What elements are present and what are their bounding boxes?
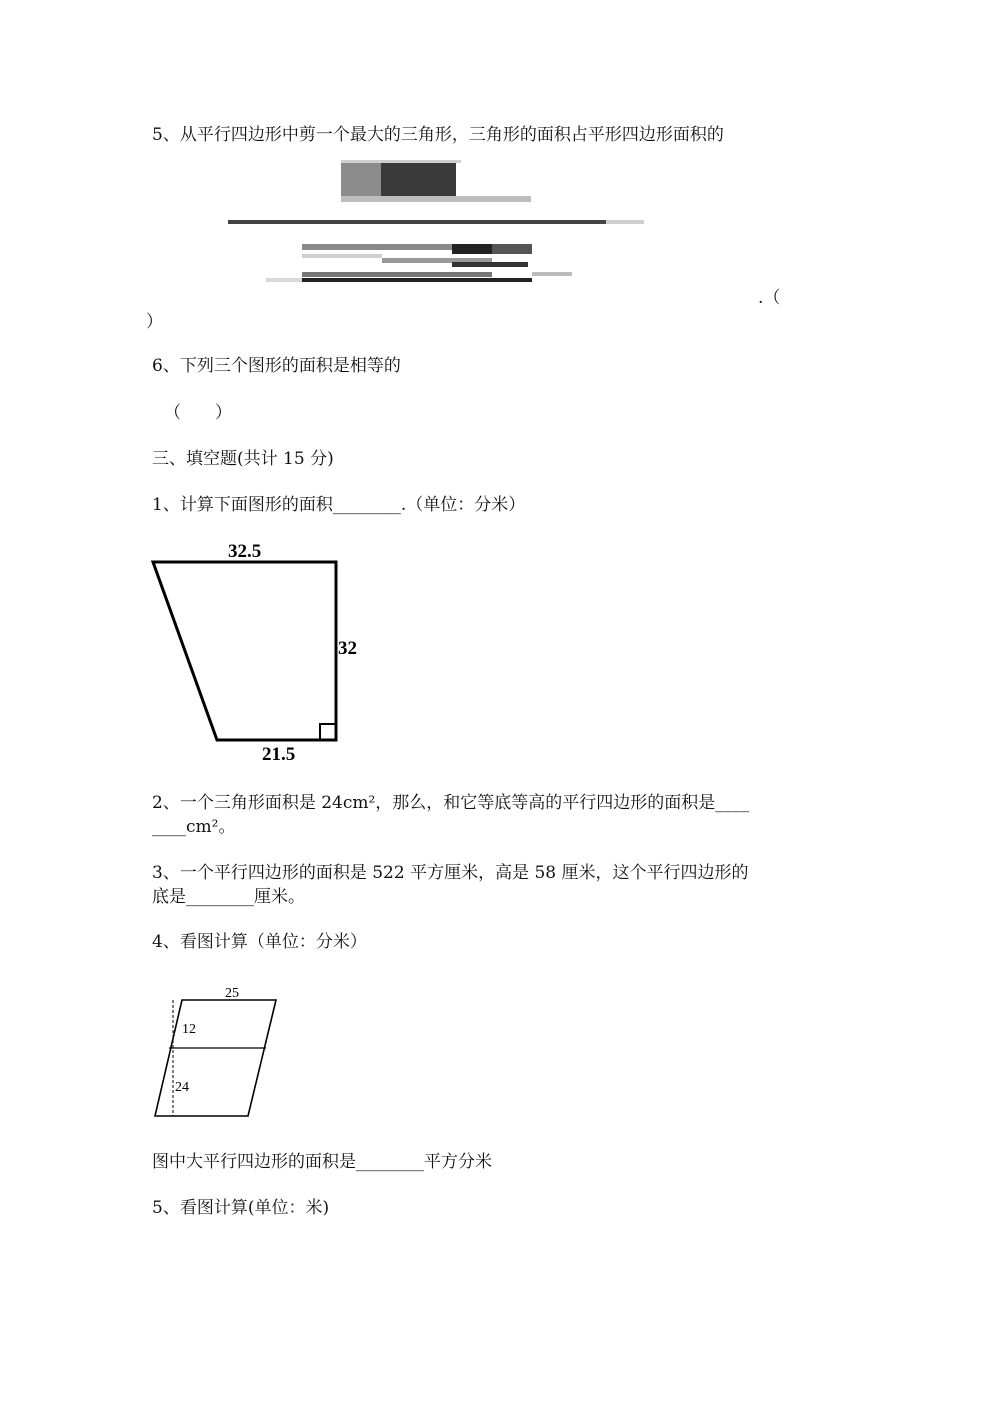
trapezoid-shape <box>153 562 336 740</box>
question-4-answer: 图中大平行四边形的面积是________平方分米 <box>152 1152 492 1172</box>
question-5-tail: .（ <box>758 288 781 308</box>
parallelogram-figure <box>145 970 285 1130</box>
question-3-line-2: 底是________厘米。 <box>152 887 305 907</box>
section-3-question-5: 5、看图计算(单位：米) <box>152 1198 330 1218</box>
trapezoid-figure <box>140 540 380 770</box>
trapezoid-bottom-label: 21.5 <box>262 744 296 765</box>
upper-height-label: 12 <box>182 1022 196 1037</box>
right-angle-mark <box>320 724 336 740</box>
question-5-text: 5、从平行四边形中剪一个最大的三角形，三角形的面积占平形四边形面积的 <box>152 125 724 145</box>
trapezoid-right-label: 32 <box>338 638 357 659</box>
question-6-paren: （ ） <box>164 403 232 423</box>
question-4-text: 4、看图计算（单位：分米） <box>152 932 367 952</box>
lower-height-label: 24 <box>175 1080 189 1095</box>
trapezoid-top-label: 32.5 <box>228 541 262 562</box>
parallelogram-top-label: 25 <box>225 986 239 1001</box>
pixelated-image <box>226 160 646 285</box>
question-3-line-1: 3、一个平行四边形的面积是 522 平方厘米，高是 58 厘米，这个平行四边形的 <box>152 863 749 883</box>
section-3-question-1: 1、计算下面图形的面积________.（单位：分米） <box>152 495 526 515</box>
question-5-close-paren: ） <box>146 312 163 332</box>
question-6-text: 6、下列三个图形的面积是相等的 <box>152 356 401 376</box>
question-2-line-1: 2、一个三角形面积是 24cm²，那么，和它等底等高的平行四边形的面积是____ <box>152 793 750 813</box>
section-3-heading: 三、填空题(共计 15 分) <box>152 449 334 469</box>
question-2-line-2: ____cm²。 <box>152 817 236 837</box>
